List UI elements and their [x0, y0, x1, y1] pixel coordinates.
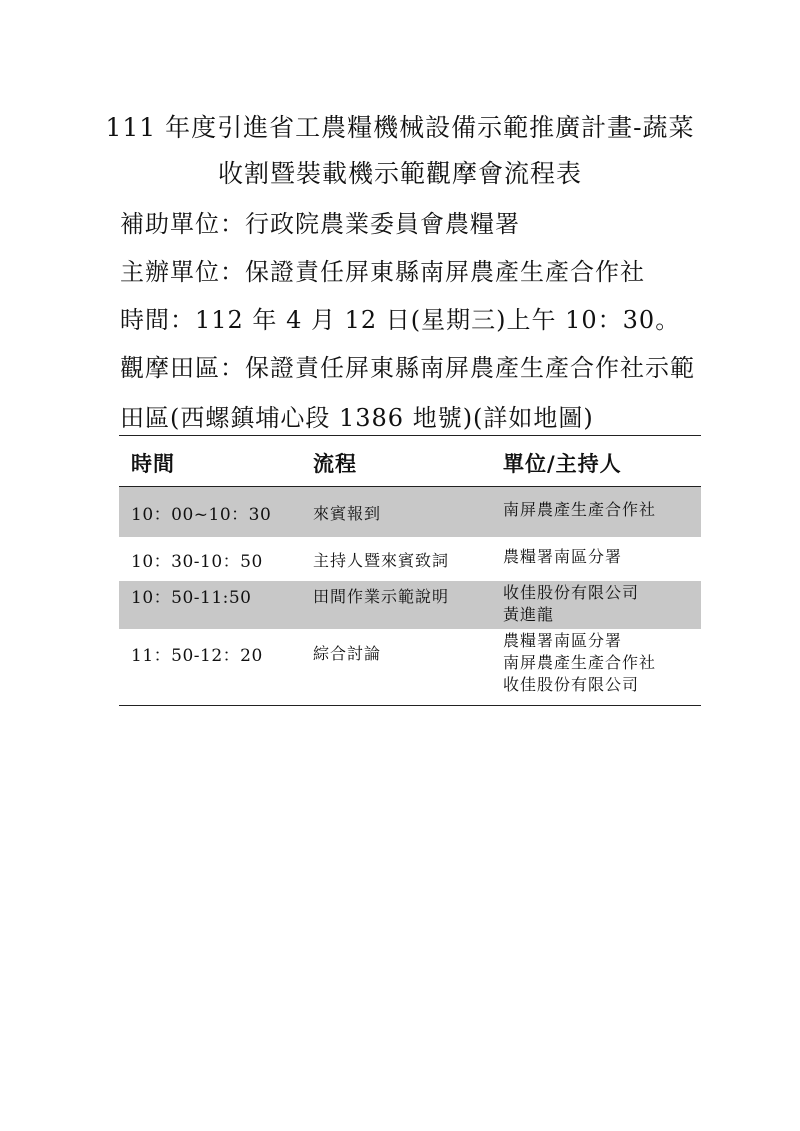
- unit-name: 農糧署南區分署: [503, 631, 623, 650]
- header-time: 時間: [131, 452, 175, 476]
- table-header: [119, 436, 701, 487]
- row-process: 田間作業示範說明: [313, 587, 450, 606]
- row-units: [503, 546, 622, 568]
- unit-name: 黃進龍: [503, 605, 555, 624]
- unit-name: 收佳股份有限公司: [503, 583, 640, 602]
- header-process: 流程: [313, 452, 357, 476]
- unit-name: 南屏農產生產合作社: [503, 653, 657, 672]
- row-time: 10：00~10：30: [131, 505, 272, 525]
- time-info: 時間：112 年 4 月 12 日(星期三)上午 10：30。: [120, 306, 681, 334]
- document-title-line-1: 111 年度引進省工農糧機械設備示範推廣計畫-蔬菜: [105, 113, 695, 142]
- row-time: 11：50-12：20: [131, 646, 263, 666]
- sponsor-info: 補助單位：行政院農業委員會農糧署: [120, 210, 520, 238]
- row-time: 10：30-10：50: [131, 552, 263, 572]
- row-units: [503, 630, 656, 696]
- venue-info: 觀摩田區：保證責任屏東縣南屏農產生產合作社示範: [120, 354, 695, 382]
- unit-name: 南屏農產生產合作社: [503, 500, 657, 519]
- unit-name: 農糧署南區分署: [503, 547, 623, 566]
- row-process: 綜合討論: [313, 644, 382, 663]
- row-process: 主持人暨來賓致詞: [313, 551, 450, 570]
- schedule-table: [119, 435, 701, 706]
- table-row: [119, 581, 701, 629]
- row-process: 來賓報到: [313, 504, 382, 523]
- table-row: [119, 537, 701, 581]
- unit-name: 收佳股份有限公司: [503, 675, 640, 694]
- organizer-info: 主辦單位：保證責任屏東縣南屏農產生產合作社: [120, 258, 645, 286]
- row-time: 10：50-11:50: [131, 588, 252, 608]
- venue-info-continued: 田區(西螺鎮埔心段 1386 地號)(詳如地圖): [120, 404, 594, 432]
- table-row: [119, 629, 701, 705]
- document-title-line-2: 收割暨裝載機示範觀摩會流程表: [217, 159, 582, 188]
- row-units: [503, 499, 656, 521]
- row-units: [503, 582, 639, 626]
- table-row: [119, 487, 701, 537]
- header-unit-host: 單位/主持人: [503, 452, 622, 476]
